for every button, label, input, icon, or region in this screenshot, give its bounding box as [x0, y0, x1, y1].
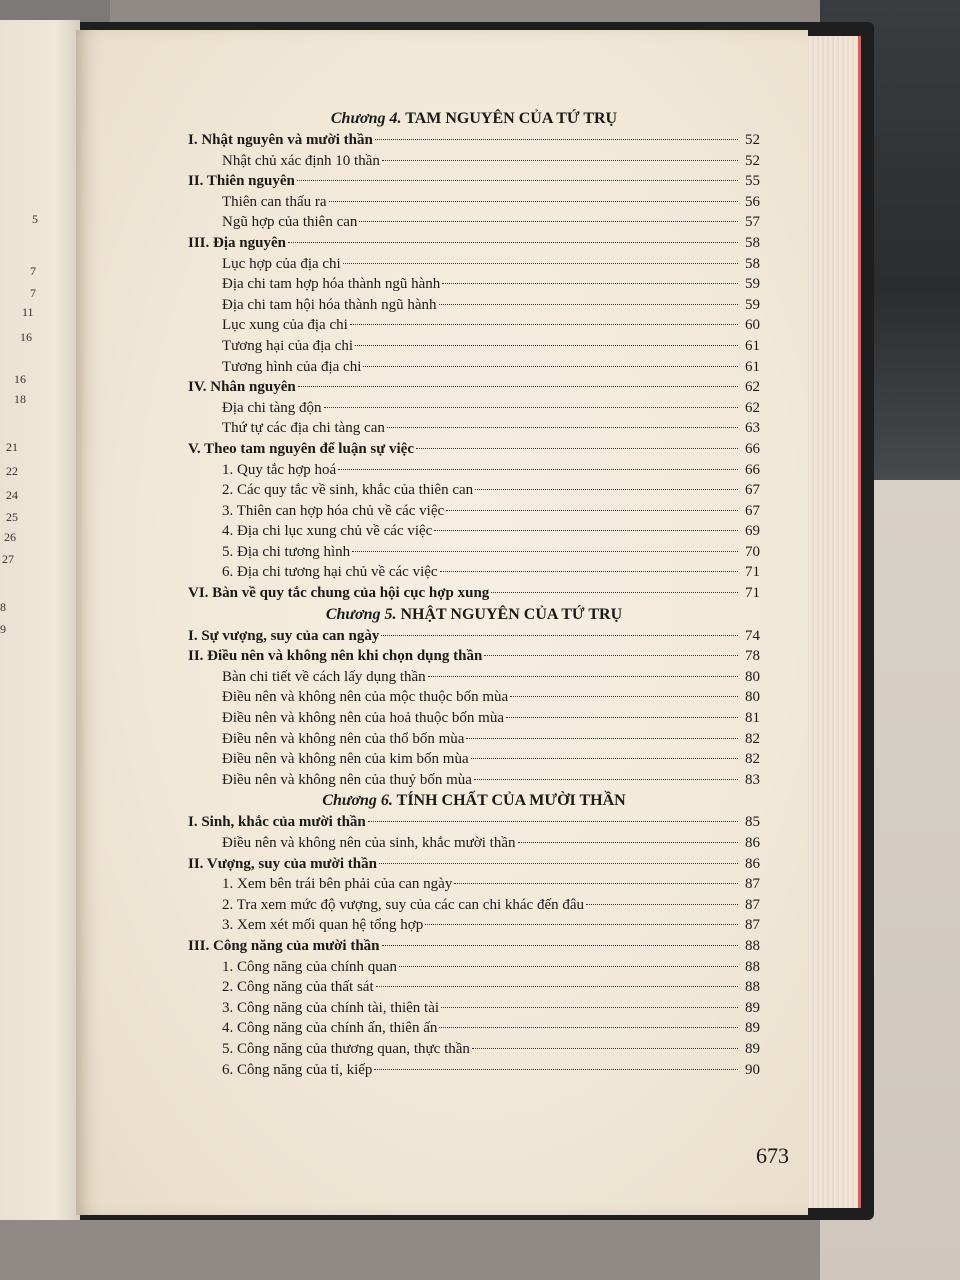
- left-page-number: 9: [0, 622, 6, 636]
- toc-sub-entry: [188, 336, 760, 357]
- entry-page-number: 67: [745, 502, 760, 519]
- entry-label: III. Địa nguyên: [188, 234, 286, 251]
- toc-section-entry: [188, 936, 760, 957]
- page-number: 673: [756, 1143, 789, 1168]
- entry-page-number: 58: [745, 234, 760, 251]
- entry-label: VI. Bàn về quy tắc chung của hội cục hợp xung: [188, 585, 490, 602]
- entry-label: Địa chi tam hội hóa thành ngũ hành: [222, 296, 437, 313]
- dot-leader: [510, 696, 738, 697]
- entry-page-number: 82: [745, 751, 760, 768]
- entry-page-number: 88: [745, 958, 760, 975]
- entry-label: 5. Địa chi tương hình: [222, 543, 351, 560]
- entry-label: 1. Công năng của chính quan: [222, 958, 397, 975]
- dot-leader: [352, 551, 738, 552]
- toc-sub-entry: [188, 192, 760, 213]
- entry-label: II. Thiên nguyên: [188, 173, 295, 190]
- entry-label: Điều nên và không nên của sinh, khắc mười thần: [222, 835, 516, 851]
- left-page-number: 21: [6, 440, 18, 454]
- entry-label: Tương hình của địa chi: [222, 358, 362, 375]
- entry-label: 4. Công năng của chính ấn, thiên ấn: [222, 1020, 438, 1037]
- dot-leader: [288, 242, 738, 243]
- dot-leader: [491, 592, 738, 593]
- entry-label: Ngũ hợp của thiên can: [222, 214, 358, 231]
- entry-page-number: 67: [745, 482, 760, 499]
- entry-page-number: 89: [745, 1040, 760, 1057]
- toc-sub-entry: [188, 398, 760, 419]
- entry-page-number: 71: [745, 585, 760, 602]
- chapter-label: Chương 6.: [322, 792, 393, 810]
- dot-leader: [382, 160, 738, 161]
- left-page-number: 26: [4, 530, 16, 544]
- toc-sub-entry: [188, 998, 760, 1019]
- toc-section-entry: [188, 377, 760, 398]
- entry-page-number: 57: [745, 214, 760, 231]
- chapter-title: TÍNH CHẤT CỦA MƯỜI THẦN: [396, 792, 626, 810]
- dot-leader: [474, 779, 738, 780]
- entry-label: 2. Các quy tắc về sinh, khắc của thiên can: [222, 482, 474, 499]
- page-edges: [800, 36, 861, 1208]
- left-page-number: 7: [30, 264, 36, 278]
- toc-sub-entry: [188, 357, 760, 378]
- dot-leader: [454, 883, 738, 884]
- toc-section-entry: [188, 233, 760, 254]
- dot-leader: [374, 1069, 738, 1070]
- chapter-heading: [188, 790, 760, 812]
- entry-page-number: 81: [745, 710, 760, 727]
- toc-section-entry: [188, 583, 760, 604]
- toc-sub-entry: [188, 957, 760, 978]
- toc-sub-entry: [188, 833, 760, 854]
- dot-leader: [363, 366, 738, 367]
- toc-sub-entry: [188, 295, 760, 316]
- left-page-number: 25: [6, 510, 18, 524]
- chapter-heading: [188, 108, 760, 130]
- entry-label: 3. Công năng của chính tài, thiên tài: [222, 999, 440, 1016]
- toc-sub-entry: [188, 1039, 760, 1060]
- entry-page-number: 89: [745, 1020, 760, 1037]
- dot-leader: [506, 717, 738, 718]
- entry-page-number: 56: [745, 193, 760, 210]
- dot-leader: [324, 407, 738, 408]
- entry-label: 1. Quy tắc hợp hoá: [222, 461, 337, 478]
- dot-leader: [297, 180, 738, 181]
- dot-leader: [416, 448, 738, 449]
- entry-page-number: 61: [745, 358, 760, 375]
- entry-label: 2. Công năng của thất sát: [222, 979, 374, 996]
- left-page-number: 27: [2, 552, 14, 566]
- entry-label: Điều nên và không nên của hoả thuộc bốn mùa: [222, 710, 505, 727]
- toc-sub-entry: [188, 480, 760, 501]
- entry-label: I. Sinh, khắc của mười thần: [188, 814, 366, 831]
- entry-page-number: 80: [745, 668, 760, 685]
- left-page-number: 11: [22, 305, 34, 319]
- entry-page-number: 62: [745, 399, 760, 416]
- dot-leader: [441, 1007, 738, 1008]
- entry-page-number: 69: [745, 523, 760, 540]
- entry-page-number: 83: [745, 771, 760, 788]
- dot-leader: [382, 945, 738, 946]
- entry-label: Điều nên và không nên của thuỷ bốn mùa: [222, 771, 472, 788]
- entry-page-number: 58: [745, 255, 760, 272]
- dot-leader: [428, 676, 738, 677]
- entry-label: Điều nên và không nên của mộc thuộc bốn mùa: [222, 689, 509, 706]
- entry-label: I. Nhật nguyên và mười thần: [188, 132, 373, 148]
- dot-leader: [472, 1048, 738, 1049]
- entry-page-number: 80: [745, 689, 760, 706]
- dot-leader: [359, 221, 738, 222]
- entry-label: Thứ tự các địa chi tàng can: [222, 420, 385, 437]
- toc-sub-entry: [188, 977, 760, 998]
- toc-section-entry: [188, 439, 760, 460]
- toc-section-entry: [188, 626, 760, 647]
- dot-leader: [439, 1027, 738, 1028]
- entry-label: Địa chi tàng độn: [222, 399, 322, 416]
- entry-page-number: 52: [745, 132, 760, 148]
- toc-sub-entry: [188, 501, 760, 522]
- toc-sub-entry: [188, 749, 760, 770]
- toc-section-entry: [188, 171, 760, 192]
- toc-section-entry: [188, 812, 760, 833]
- dot-leader: [518, 842, 739, 843]
- entry-page-number: 86: [745, 835, 760, 851]
- left-page-fragment: [0, 20, 80, 1220]
- dot-leader: [338, 469, 738, 470]
- entry-page-number: 90: [745, 1061, 760, 1078]
- dot-leader: [350, 324, 738, 325]
- toc-sub-entry: [188, 895, 760, 916]
- entry-label: Thiên can thấu ra: [222, 193, 327, 210]
- entry-page-number: 86: [745, 855, 760, 872]
- dot-leader: [439, 304, 738, 305]
- toc-sub-entry: [188, 1060, 760, 1081]
- dot-leader: [586, 904, 738, 905]
- dot-leader: [387, 427, 738, 428]
- left-page-number: 8: [0, 600, 6, 614]
- dot-leader: [446, 510, 738, 511]
- dot-leader: [466, 738, 738, 739]
- entry-label: 3. Xem xét mối quan hệ tổng hợp: [222, 917, 424, 934]
- entry-page-number: 87: [745, 876, 760, 893]
- entry-page-number: 71: [745, 564, 760, 581]
- entry-page-number: 52: [745, 152, 760, 169]
- entry-label: Lục hợp của địa chi: [222, 255, 341, 272]
- entry-page-number: 55: [745, 173, 760, 190]
- entry-label: III. Công năng của mười thần: [188, 937, 380, 954]
- entry-page-number: 78: [745, 648, 760, 665]
- toc-sub-entry: [188, 874, 760, 895]
- entry-label: Điều nên và không nên của thổ bốn mùa: [222, 730, 465, 747]
- toc-sub-entry: [188, 667, 760, 688]
- dot-leader: [376, 986, 738, 987]
- toc-sub-entry: [188, 254, 760, 275]
- dot-leader: [329, 201, 738, 202]
- dot-leader: [399, 966, 738, 967]
- entry-label: Lục xung của địa chi: [222, 317, 348, 334]
- left-page-number: 18: [14, 392, 26, 406]
- entry-page-number: 66: [745, 461, 760, 478]
- toc-sub-entry: [188, 729, 760, 750]
- entry-page-number: 88: [745, 937, 760, 954]
- dot-leader: [381, 635, 738, 636]
- chapter-label: Chương 4.: [330, 110, 402, 127]
- toc-sub-entry: [188, 915, 760, 936]
- toc-sub-entry: [188, 521, 760, 542]
- entry-page-number: 59: [745, 296, 760, 313]
- entry-label: II. Điều nên và không nên khi chọn dụng thần: [188, 648, 483, 665]
- dot-leader: [355, 345, 738, 346]
- chapter-title: NHẬT NGUYÊN CỦA TỨ TRỤ: [400, 605, 623, 623]
- toc-section-entry: [188, 646, 760, 667]
- left-page-number: 16: [14, 372, 26, 386]
- toc-sub-entry: [188, 418, 760, 439]
- entry-label: Điều nên và không nên của kim bốn mùa: [222, 751, 469, 768]
- entry-label: 6. Địa chi tương hại chủ về các việc: [222, 564, 438, 581]
- entry-label: I. Sự vượng, suy của can ngày: [188, 627, 380, 644]
- left-page-number: 22: [6, 464, 18, 478]
- toc-sub-entry: [188, 687, 760, 708]
- entry-label: Địa chi tam hợp hóa thành ngũ hành: [222, 276, 441, 293]
- dot-leader: [434, 530, 738, 531]
- left-page-number: 24: [6, 488, 18, 502]
- chapter-label: Chương 5.: [325, 605, 397, 623]
- toc-sub-entry: [188, 542, 760, 563]
- entry-label: IV. Nhân nguyên: [188, 379, 296, 396]
- entry-page-number: 89: [745, 999, 760, 1016]
- entry-page-number: 85: [745, 814, 760, 831]
- dot-leader: [442, 283, 738, 284]
- left-page-number: 16: [20, 330, 32, 344]
- dot-leader: [440, 571, 738, 572]
- entry-page-number: 59: [745, 276, 760, 293]
- toc-section-entry: [188, 854, 760, 875]
- entry-page-number: 66: [745, 440, 760, 457]
- entry-label: 5. Công năng của thương quan, thực thần: [222, 1040, 470, 1057]
- dot-leader: [375, 139, 738, 140]
- entry-label: 4. Địa chi lục xung chủ về các việc: [222, 523, 433, 540]
- entry-page-number: 87: [745, 896, 760, 913]
- dot-leader: [368, 821, 738, 822]
- toc-sub-entry: [188, 770, 760, 791]
- dot-leader: [343, 263, 738, 264]
- dot-leader: [425, 924, 738, 925]
- chapter-title: TAM NGUYÊN CỦA TỨ TRỤ: [405, 110, 618, 127]
- toc-section-entry: [188, 130, 760, 151]
- toc-sub-entry: [188, 708, 760, 729]
- chapter-heading: [188, 604, 760, 626]
- entry-page-number: 82: [745, 730, 760, 747]
- entry-page-number: 70: [745, 543, 760, 560]
- left-page-number: 5: [32, 212, 38, 226]
- dot-leader: [298, 386, 738, 387]
- toc-sub-entry: [188, 274, 760, 295]
- entry-page-number: 60: [745, 317, 760, 334]
- entry-page-number: 61: [745, 337, 760, 354]
- entry-label: 1. Xem bên trái bên phải của can ngày: [222, 876, 453, 893]
- toc-sub-entry: [188, 562, 760, 583]
- dot-leader: [484, 655, 738, 656]
- entry-page-number: 62: [745, 379, 760, 396]
- left-page-number: 7: [30, 286, 36, 300]
- entry-page-number: 74: [745, 627, 760, 644]
- entry-label: 6. Công năng của tỉ, kiếp: [222, 1061, 373, 1078]
- entry-page-number: 87: [745, 917, 760, 934]
- toc-sub-entry: [188, 151, 760, 172]
- entry-label: V. Theo tam nguyên để luận sự việc: [188, 440, 414, 457]
- dot-leader: [471, 758, 738, 759]
- entry-page-number: 63: [745, 420, 760, 437]
- toc-sub-entry: [188, 212, 760, 233]
- table-of-contents: [188, 108, 760, 1080]
- entry-label: Nhật chủ xác định 10 thần: [222, 152, 380, 169]
- dot-leader: [379, 863, 738, 864]
- toc-sub-entry: [188, 460, 760, 481]
- entry-label: 3. Thiên can hợp hóa chủ về các việc: [222, 502, 445, 519]
- entry-label: II. Vượng, suy của mười thần: [188, 855, 377, 872]
- entry-label: Tương hại của địa chi: [222, 337, 354, 354]
- entry-label: Bàn chi tiết về cách lấy dụng thần: [222, 668, 426, 685]
- entry-page-number: 88: [745, 979, 760, 996]
- toc-sub-entry: [188, 315, 760, 336]
- toc-sub-entry: [188, 1018, 760, 1039]
- dot-leader: [475, 489, 738, 490]
- entry-label: 2. Tra xem mức độ vượng, suy của các can chi khác đến đâu: [222, 896, 585, 913]
